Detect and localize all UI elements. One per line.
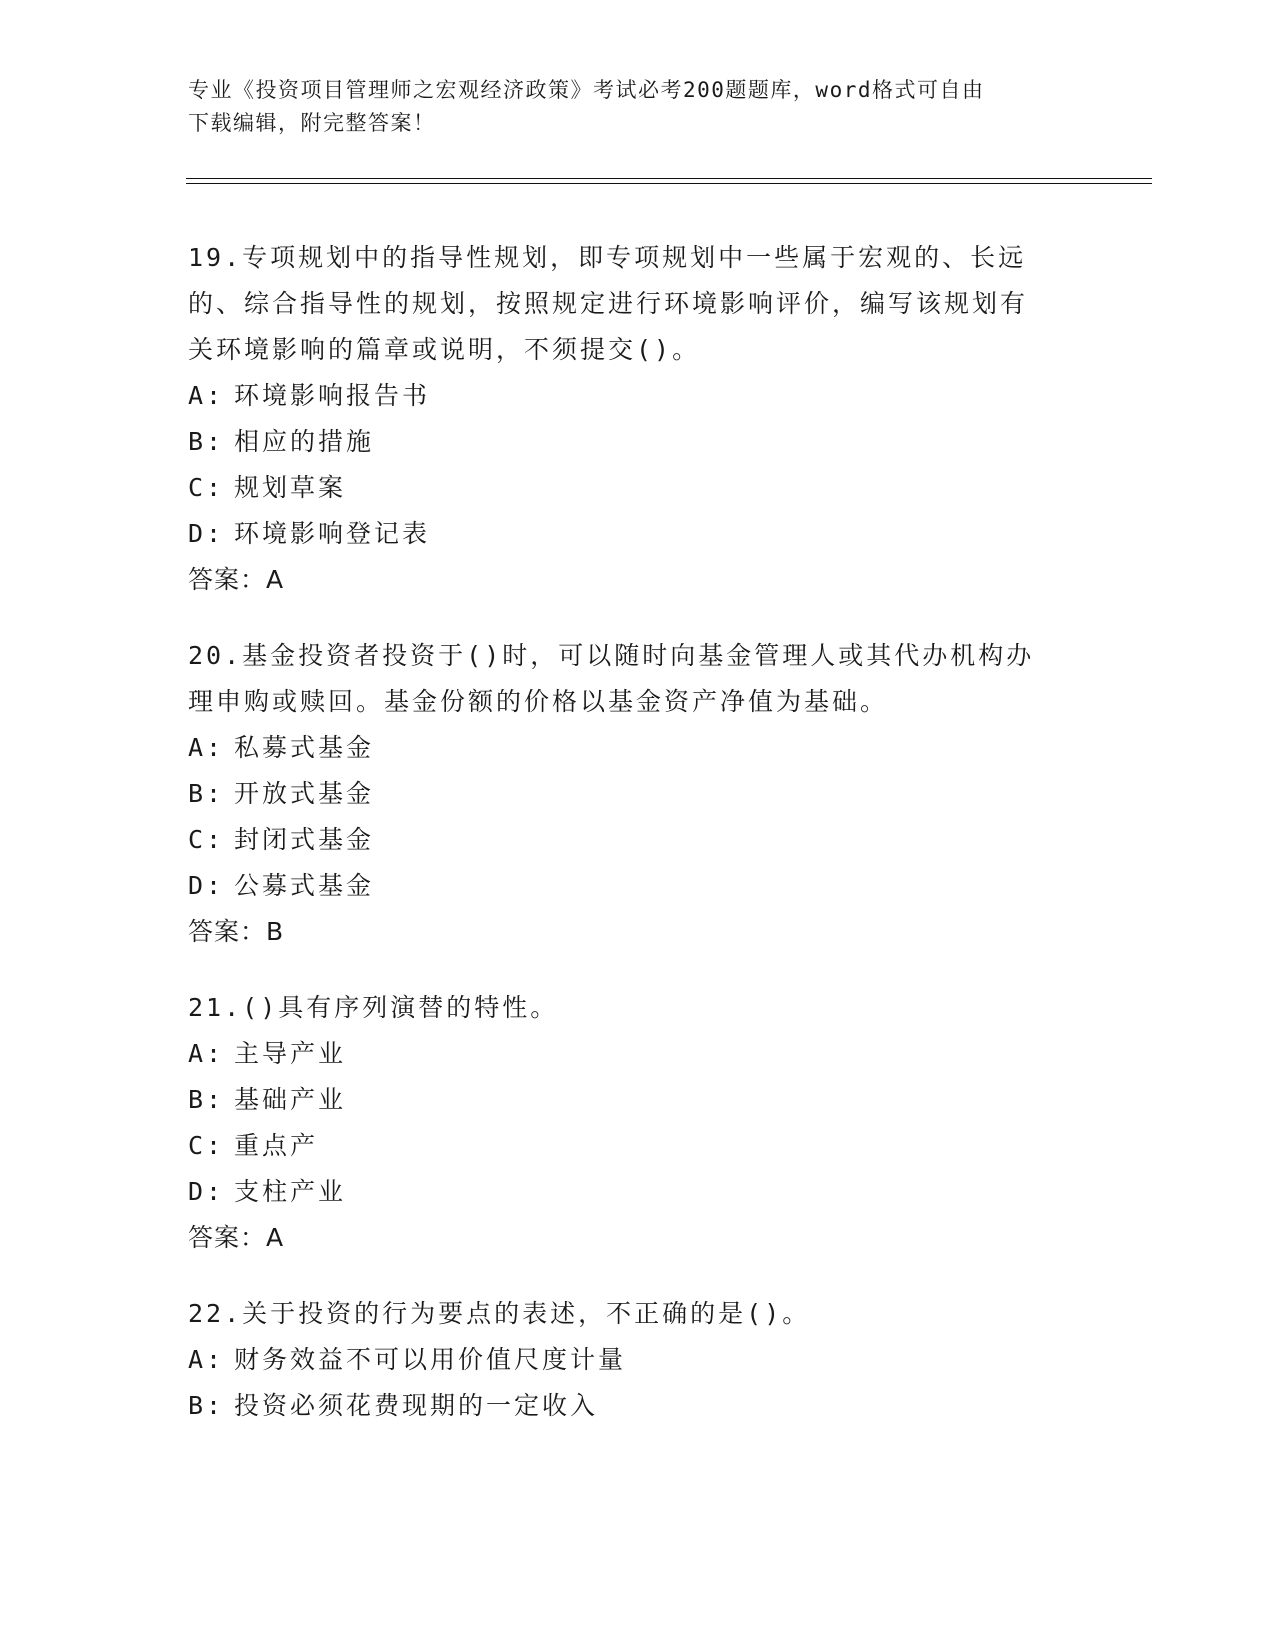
document-header [188, 74, 1088, 140]
answer-line [188, 557, 1088, 603]
option-label: A: [188, 381, 225, 410]
answer-line [188, 1215, 1088, 1261]
option-text: 财务效益不可以用价值尺度计量 [234, 1345, 627, 1374]
option-text: 重点产 [234, 1131, 319, 1160]
option-d [188, 1169, 1088, 1215]
option-label: D: [188, 871, 225, 900]
question-number: 21. [188, 993, 243, 1022]
answer-label: 答案： [188, 1223, 267, 1252]
option-a [188, 1031, 1088, 1077]
question-text [188, 235, 1048, 373]
option-label: C: [188, 473, 225, 502]
question-number: 22. [188, 1299, 243, 1328]
option-text: 环境影响登记表 [234, 519, 431, 548]
option-b [188, 1383, 1088, 1429]
option-label: A: [188, 1345, 225, 1374]
option-text: 开放式基金 [234, 779, 375, 808]
question-text [188, 1291, 1048, 1337]
option-text: 主导产业 [234, 1039, 347, 1068]
question-21 [188, 985, 1088, 1261]
option-c [188, 465, 1088, 511]
question-text [188, 633, 1048, 725]
option-d [188, 863, 1088, 909]
option-a [188, 725, 1088, 771]
answer-value: A [266, 565, 285, 594]
option-text: 相应的措施 [234, 427, 375, 456]
option-b [188, 771, 1088, 817]
option-label: B: [188, 779, 225, 808]
header-line-1: 专业《投资项目管理师之宏观经济政策》考试必考200题题库，word格式可自由 [188, 78, 985, 102]
answer-label: 答案： [188, 565, 267, 594]
header-divider-top [186, 178, 1152, 179]
question-body: 关于投资的行为要点的表述，不正确的是()。 [242, 1299, 811, 1328]
answer-label: 答案： [188, 917, 267, 946]
option-label: D: [188, 1177, 225, 1206]
question-list [188, 235, 1088, 1459]
question-number: 20. [188, 641, 243, 670]
option-label: B: [188, 1391, 225, 1420]
option-text: 规划草案 [234, 473, 347, 502]
question-body: 专项规划中的指导性规划，即专项规划中一些属于宏观的、长远的、综合指导性的规划，按照规定进行环境影响评价，编写该规划有关环境影响的篇章或说明，不须提交()。 [188, 243, 1029, 364]
option-label: A: [188, 1039, 225, 1068]
option-label: B: [188, 427, 225, 456]
answer-value: B [266, 917, 285, 946]
option-c [188, 1123, 1088, 1169]
option-c [188, 817, 1088, 863]
answer-line [188, 909, 1088, 955]
option-label: B: [188, 1085, 225, 1114]
question-20 [188, 633, 1088, 955]
question-19 [188, 235, 1088, 603]
option-a [188, 373, 1088, 419]
question-body: 基金投资者投资于()时，可以随时向基金管理人或其代办机构办理申购或赎回。基金份额的价格以基金资产净值为基础。 [188, 641, 1035, 716]
option-text: 支柱产业 [234, 1177, 347, 1206]
option-text: 公募式基金 [234, 871, 375, 900]
option-text: 投资必须花费现期的一定收入 [234, 1391, 599, 1420]
option-text: 私募式基金 [234, 733, 375, 762]
question-body: ()具有序列演替的特性。 [242, 993, 559, 1022]
option-a [188, 1337, 1088, 1383]
header-divider-bottom [186, 183, 1152, 184]
option-text: 环境影响报告书 [234, 381, 431, 410]
question-22 [188, 1291, 1088, 1429]
option-label: D: [188, 519, 225, 548]
option-label: A: [188, 733, 225, 762]
option-b [188, 1077, 1088, 1123]
option-text: 基础产业 [234, 1085, 347, 1114]
answer-value: A [266, 1223, 285, 1252]
option-d [188, 511, 1088, 557]
option-label: C: [188, 1131, 225, 1160]
option-text: 封闭式基金 [234, 825, 375, 854]
option-label: C: [188, 825, 225, 854]
option-b [188, 419, 1088, 465]
header-line-2: 下载编辑，附完整答案！ [188, 111, 436, 135]
question-text [188, 985, 1048, 1031]
question-number: 19. [188, 243, 243, 272]
